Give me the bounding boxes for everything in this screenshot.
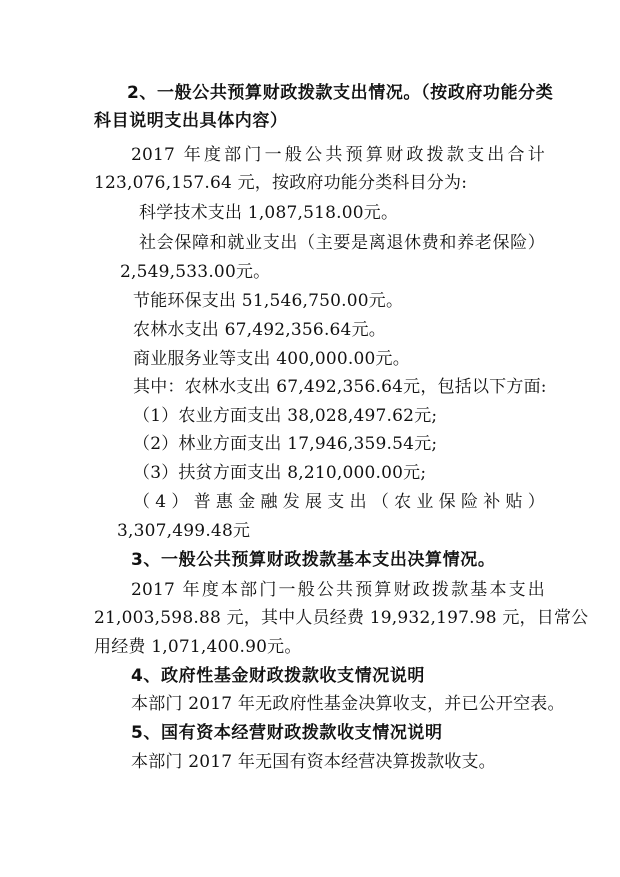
section-3-heading: 3、一般公共预算财政拨款基本支出决算情况。 [131,550,496,570]
agriculture-expense-item: （1）农业方面支出 38,028,497.62元; [133,406,438,426]
section-5-body: 本部门 2017 年无国有资本经营决算拨款收支。 [131,752,496,772]
section-4-body: 本部门 2017 年无政府性基金决算收支，并已公开空表。 [131,694,565,714]
science-expense-line: 科学技术支出 1,087,518.00元。 [139,203,399,223]
section-3-body-line-3: 用经费 1,071,400.90元。 [94,637,302,657]
agriculture-forestry-water-expense-line: 农林水支出 67,492,356.64元。 [133,320,386,340]
section-3-body-line-2: 21,003,598.88 元，其中人员经费 19,932,197.98 元，日常公 [94,608,589,628]
section-2-heading-line-1: 2、一般公共预算财政拨款支出情况。（按政府功能分类 [127,83,554,103]
section-3-body-line-1: 2017 年度本部门一般公共预算财政拨款基本支出 [131,580,545,600]
forestry-expense-item: （2）林业方面支出 17,946,359.54元; [133,434,438,454]
inclusive-finance-expense-item-line-2: 3,307,499.48元 [117,521,251,541]
social-security-expense-line-2: 2,549,533.00元。 [120,262,271,282]
commerce-service-expense-line: 商业服务业等支出 400,000.00元。 [133,349,410,369]
poverty-relief-expense-item: （3）扶贫方面支出 8,210,000.00元; [133,463,427,483]
section-2-total-line-1: 2017 年度部门一般公共预算财政拨款支出合计 [131,145,545,165]
section-5-heading: 5、国有资本经营财政拨款收支情况说明 [131,723,443,743]
section-4-heading: 4、政府性基金财政拨款收支情况说明 [131,666,426,686]
inclusive-finance-expense-item-line-1: （4）普惠金融发展支出（农业保险补贴） [133,492,545,512]
energy-environment-expense-line: 节能环保支出 51,546,750.00元。 [133,291,404,311]
section-2-heading-line-2: 科目说明支出具体内容） [94,111,288,131]
section-2-total-line-2: 123,076,157.64 元，按政府功能分类科目分为: [94,173,468,193]
agriculture-breakdown-intro-line: 其中：农林水支出 67,492,356.64元，包括以下方面: [133,377,547,397]
social-security-expense-line-1: 社会保障和就业支出（主要是离退休费和养老保险） [139,233,545,253]
